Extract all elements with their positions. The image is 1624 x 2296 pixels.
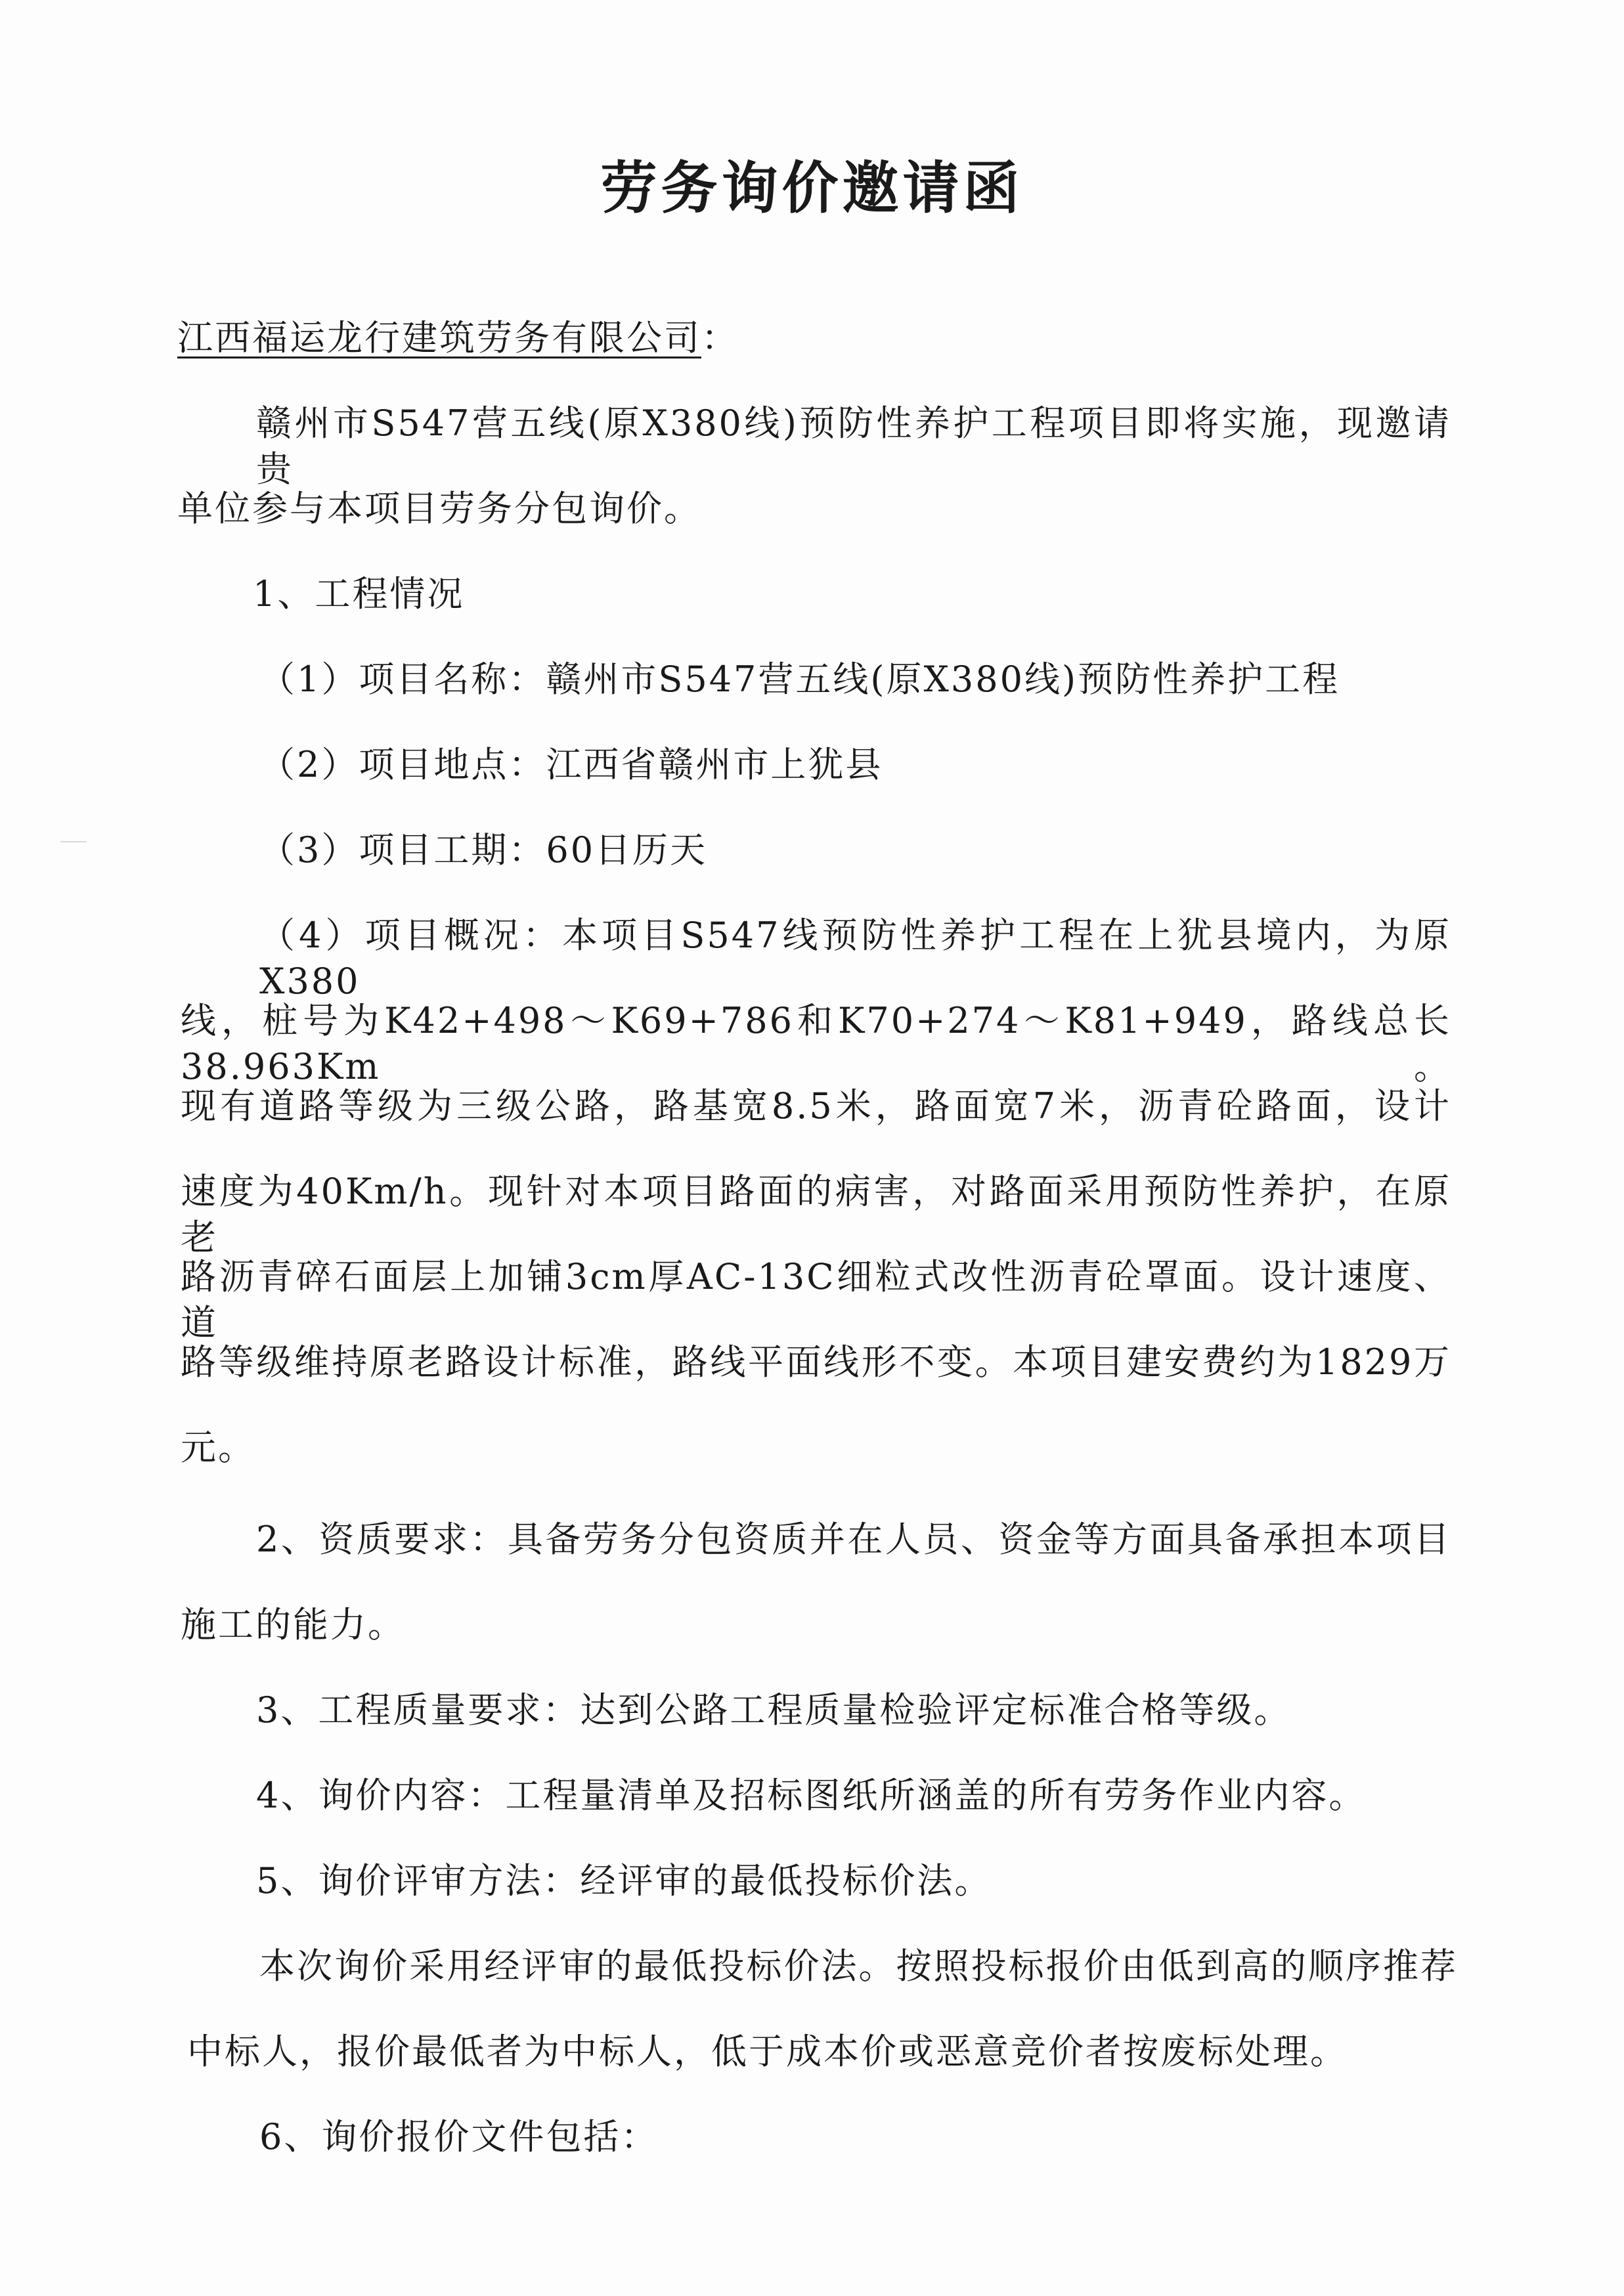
document-title: 劳务询价邀请函 — [600, 156, 1024, 221]
quotation-documents-heading: 6、询价报价文件包括： — [259, 2116, 659, 2157]
qualification-line-2: 施工的能力。 — [181, 1604, 405, 1645]
addressee-colon: ： — [701, 317, 739, 358]
item-project-name: （1）项目名称：赣州市S547营五线(原X380线)预防性养护工程 — [259, 659, 1340, 700]
paragraph-line-2: 单位参与本项目劳务分包询价。 — [177, 488, 701, 529]
item-project-duration: （3）项目工期：60日历天 — [259, 829, 708, 871]
qualification-line-1: 2、资质要求：具备劳务分包资质并在人员、资金等方面具备承担本项目 — [256, 1519, 1451, 1560]
paragraph-line-1: 赣州市S547营五线(原X380线)预防性养护工程项目即将实施，现邀请贵 — [256, 402, 1451, 490]
scan-mark — [60, 841, 87, 842]
overview-line-6: 路等级维持原老路设计标准，路线平面线形不变。本项目建安费约为1829万 — [181, 1341, 1451, 1383]
addressee-line — [177, 315, 739, 361]
evaluation-method: 5、询价评审方法：经评审的最低投标价法。 — [256, 1860, 992, 1901]
overview-line-2: 线，桩号为K42+498～K69+786和K70+274～K81+949，路线总长38.963Km。 — [181, 1000, 1451, 1087]
inquiry-content: 4、询价内容：工程量清单及招标图纸所涵盖的所有劳务作业内容。 — [256, 1775, 1367, 1816]
item-project-location: （2）项目地点：江西省赣州市上犹县 — [259, 744, 883, 785]
overview-line-1: （4）项目概况：本项目S547线预防性养护工程在上犹县境内，为原X380 — [259, 915, 1451, 1002]
overview-line-7: 元。 — [181, 1427, 255, 1468]
evaluation-line-2: 中标人，报价最低者为中标人，低于成本价或恶意竞价者按废标处理。 — [187, 2031, 1348, 2072]
evaluation-line-1: 本次询价采用经评审的最低投标价法。按照投标报价由低到高的顺序推荐 — [259, 1945, 1458, 1987]
addressee-name: 江西福运龙行建筑劳务有限公司 — [177, 317, 701, 358]
section-heading-1: 1、工程情况 — [253, 573, 465, 615]
overview-line-3: 现有道路等级为三级公路，路基宽8.5米，路面宽7米，沥青砼路面，设计 — [181, 1085, 1451, 1127]
overview-line-5: 路沥青碎石面层上加铺3cm厚AC-13C细粒式改性沥青砼罩面。设计速度、道 — [181, 1256, 1451, 1343]
quality-requirement: 3、工程质量要求：达到公路工程质量检验评定标准合格等级。 — [256, 1689, 1292, 1731]
overview-line-4: 速度为40Km/h。现针对本项目路面的病害，对路面采用预防性养护，在原老 — [181, 1171, 1451, 1258]
